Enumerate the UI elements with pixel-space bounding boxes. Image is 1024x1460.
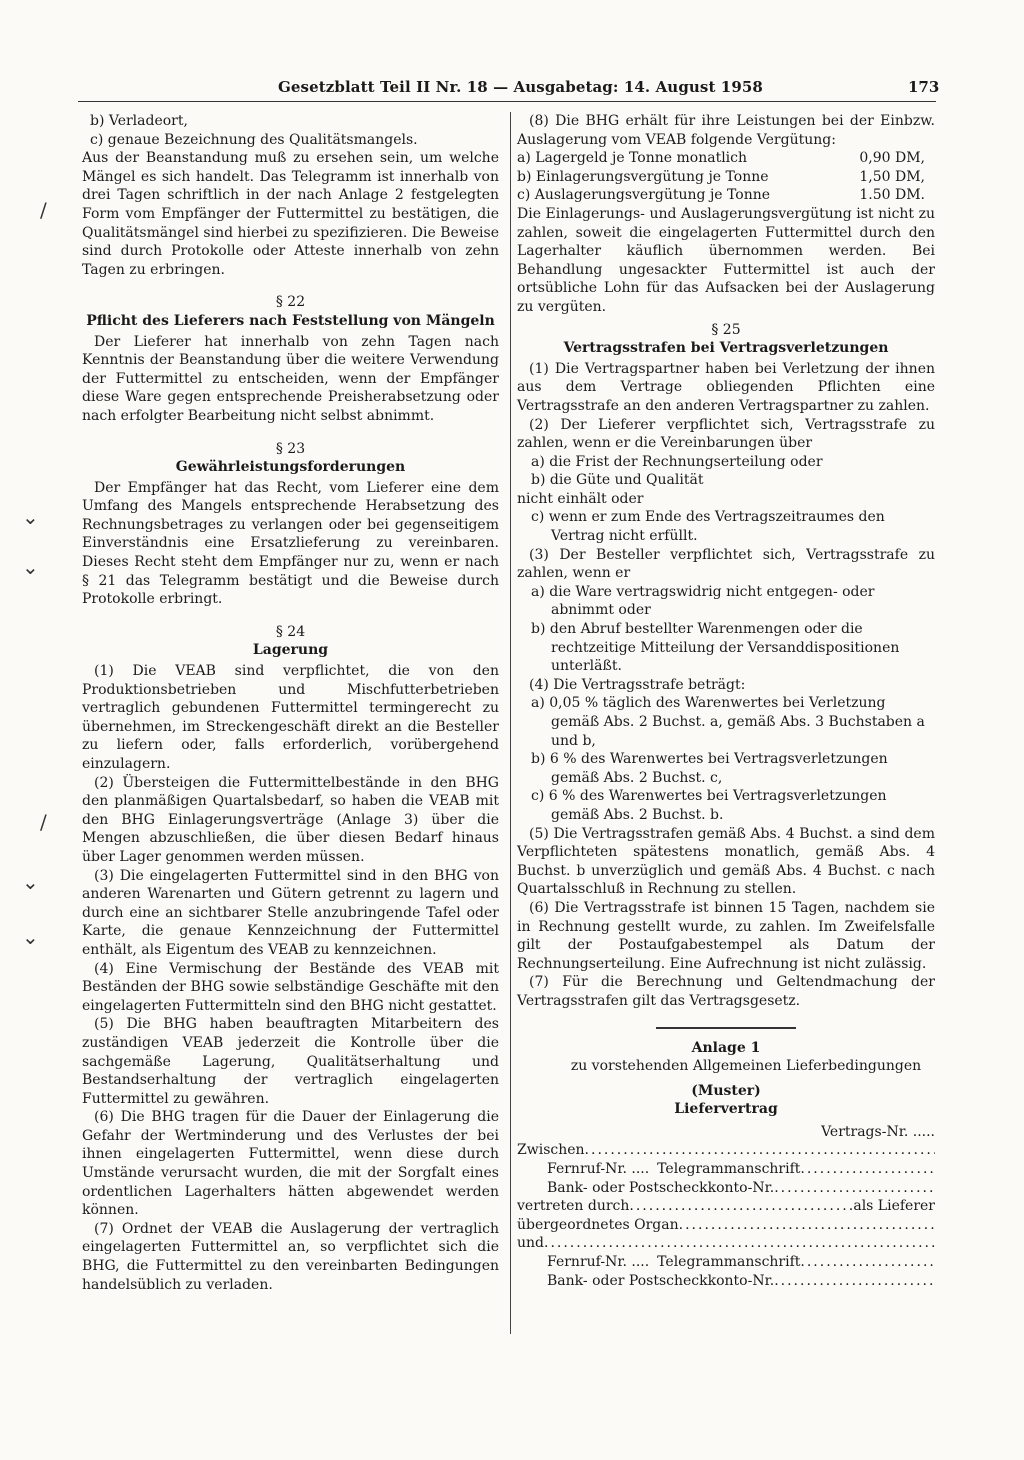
form-line [517, 1234, 935, 1253]
paragraph: (8) Die BHG erhält für ihre Leistungen bei der Einbzw. Auslagerung vom VEAB folgende Vergütung: [517, 113, 935, 148]
section-title: Pflicht des Lieferers nach Feststellung von Mängeln [86, 312, 495, 329]
contract-number: Vertrags-Nr. ..... [821, 1123, 935, 1140]
paragraph: (4) Die Vertragsstrafe beträgt: [529, 676, 746, 693]
form-label: Bank- oder Postscheckkonto-Nr. [547, 1272, 775, 1289]
fee-amount: 1,50 DM, [859, 168, 925, 185]
paragraph: (7) Ordnet der VEAB die Auslagerung der vertraglich eingelagerten Futtermittel an, so verpflichtet sich die BHG, die Futtermittel zu den vereinbarten Bedingungen handelsüblich zu verladen. [82, 1220, 499, 1293]
muster-label: (Muster) [691, 1082, 761, 1099]
form-line [517, 1253, 935, 1272]
section-title: Gewährleistungsforderungen [175, 459, 406, 476]
paragraph: (2) Übersteigen die Futtermittelbestände in den BHG den planmäßigen Quartalsbedarf, so haben die VEAB mit den BHG Einlagerungsverträge (Anlage 3) über die Mengen abzuschließen, die über diesen Bedarf hinaus über Lager genommen werden müssen. [82, 774, 499, 865]
fee-amount: 0,90 DM, [859, 150, 925, 167]
paragraph: (6) Die BHG tragen für die Dauer der Einlagerung die Gefahr der Wertminderung und des Verlustes der bei ihnen eingelagerten Futtermittel, wenn diese durch Umstände verursacht wurden, die mit der Sorgfalt eines ordentlichen Lagerhalters hätten abgewendet werden können. [82, 1109, 499, 1219]
form-line [517, 1160, 935, 1179]
section-number: § 22 [275, 294, 306, 311]
paragraph: (3) Der Besteller verpflichtet sich, Vertragsstrafe zu zahlen, wenn er [517, 546, 935, 582]
section-title: Vertragsstrafen bei Vertragsverletzungen [563, 340, 889, 357]
anlage-title: Anlage 1 [691, 1039, 761, 1056]
form-label: und [517, 1235, 544, 1252]
list-item: a) 0,05 % täglich des Warenwertes bei Verletzung gemäß Abs. 2 Buchst. a, gemäß Abs. 3 Buchstaben a und b, [531, 695, 925, 749]
form-line [517, 1141, 935, 1160]
dotted-leader [800, 1160, 935, 1179]
margin-mark: ⌄ [22, 555, 39, 579]
fee-label: b) Einlagerungsvergütung je Tonne [517, 168, 769, 185]
paragraph: (1) Die VEAB sind verpflichtet, die von den Produktionsbetrieben und Mischfutterbetrieben vertraglich gebundenen Futtermittel termingerecht zu übernehmen, im Streckengeschäft direkt an die Besteller zu liefern oder, falls erforderlich, vorübergehend einzulagern. [82, 663, 499, 772]
paragraph: (1) Die Vertragspartner haben bei Verletzung der ihnen aus dem Vertrage obliegenden Pflichten eine Vertragsstrafe an den anderen Vertragspartner zu zahlen. [517, 360, 935, 414]
margin-mark: / [40, 810, 47, 834]
form-label: als Lieferer [853, 1198, 935, 1215]
paragraph: (5) Die BHG haben beauftragten Mitarbeitern des zuständigen VEAB jederzeit die Kontrolle über die sachgemäße Lagerung, Qualitätserhaltung und Bestandserhaltung der vertraglich eingelagerten Futtermittel zu gewähren. [82, 1016, 499, 1107]
list-item: a) die Frist der Rechnungserteilung oder [531, 453, 823, 470]
form-label: Zwischen [517, 1142, 585, 1159]
column-divider [510, 112, 511, 1334]
dotted-leader [629, 1197, 853, 1216]
list-item-b: b) Verladeort, [90, 113, 188, 129]
fee-label: c) Auslagerungsvergütung je Tonne [517, 187, 771, 204]
paragraph: (6) Die Vertragsstrafe ist binnen 15 Tagen, nachdem sie in Rechnung gestellt wurde, zu zahlen. Im Zweifelsfalle gilt der Postaufgabestempel als Datum der Rechnungserteilung. Eine Aufrechnung ist nicht zulässig. [517, 899, 935, 972]
list-item-c: c) genaue Bezeichnung des Qualitätsmangels. [90, 131, 418, 148]
margin-mark: ⌄ [22, 505, 39, 529]
dotted-leader [774, 1179, 935, 1198]
paragraph: (2) Der Lieferer verpflichtet sich, Vertragsstrafe zu zahlen, wenn er die Vereinbarungen über [517, 416, 935, 452]
page-header [0, 78, 1024, 102]
paragraph: Der Empfänger hat das Recht, vom Lieferer eine dem Umfang des Mangels entsprechende Herabsetzung des Rechnungsbetrages zu verlangen oder bei gegenseitigem Einverständnis eine Ersatzlieferung zu vereinbaren. Dieses Recht steht dem Empfänger nur zu, wenn er nach § 21 das Telegramm bestätigt und die Beweise durch Protokolle erbringt. [82, 479, 499, 608]
paragraph: nicht einhält oder [517, 490, 644, 507]
section-number: § 23 [275, 440, 306, 457]
anlage-rule [656, 1027, 796, 1029]
right-column [517, 112, 935, 1290]
dotted-leader [774, 1272, 935, 1291]
form-label: Fernruf-Nr. .... [547, 1254, 650, 1271]
dotted-leader [800, 1253, 935, 1272]
paragraph: (5) Die Vertragsstrafen gemäß Abs. 4 Buchst. a sind dem Verpflichteten spätestens monatlich, gemäß Abs. 4 Buchst. b unverzüglich und gemäß Abs. 4 Buchst. c nach Quartalsschluß in Rechnung zu stellen. [517, 825, 935, 898]
header-rule [78, 101, 936, 102]
list-item: c) 6 % des Warenwertes bei Vertragsverletzungen gemäß Abs. 2 Buchst. b. [531, 788, 887, 823]
paragraph: Der Lieferer hat innerhalb von zehn Tagen nach Kenntnis der Beanstandung über die weitere Verwendung der Futtermittel zu entscheiden, wenn der Empfänger diese Ware gegen entsprechende Preisherabsetzung oder nach erfolgter Bearbeitung nicht selbst abnimmt. [82, 333, 499, 424]
fee-amount: 1.50 DM. [859, 187, 925, 204]
left-column [82, 112, 499, 1294]
form-title: Liefervertrag [674, 1101, 778, 1118]
section-title: Lagerung [252, 642, 329, 659]
list-item: a) die Ware vertragswidrig nicht entgegen- oder abnimmt oder [531, 583, 875, 619]
dotted-leader [585, 1141, 935, 1160]
section-number: § 24 [275, 623, 306, 640]
fee-row [517, 168, 935, 187]
paragraph: Die Einlagerungs- und Auslagerungsvergütung ist nicht zu zahlen, soweit die eingelagerten Futtermittel durch den Lagerhalter käuflich übernommen werden. Bei Behandlung ungesackter Futtermittel ist auch der ortsübliche Lohn für das Aufsacken bei der Auslagerung zu vergüten. [517, 205, 935, 315]
list-item: c) wenn er zum Ende des Vertragszeitraumes den Vertrag nicht erfüllt. [531, 509, 885, 545]
form-label: Telegrammanschrift [657, 1254, 801, 1271]
fee-row [517, 186, 935, 205]
page-number: 173 [908, 78, 940, 96]
margin-mark: ⌄ [22, 870, 39, 894]
fee-label: a) Lagergeld je Tonne monatlich [517, 150, 748, 167]
fee-row [517, 149, 935, 168]
form-line [517, 1272, 935, 1291]
form-line [517, 1179, 935, 1198]
form-label: Fernruf-Nr. .... [547, 1161, 650, 1178]
list-item: b) den Abruf bestellter Warenmengen oder die rechtzeitige Mitteilung der Versanddispositionen unterläßt. [531, 621, 900, 675]
margin-mark: / [40, 198, 47, 222]
dotted-leader [544, 1234, 935, 1253]
paragraph: (4) Eine Vermischung der Bestände des VEAB mit Beständen der BHG sowie selbständige Geschäfte mit den eingelagerten Futtermitteln sind den BHG nicht gestattet. [82, 960, 499, 1014]
form-label: Bank- oder Postscheckkonto-Nr. [547, 1179, 775, 1196]
form-line [517, 1216, 935, 1235]
margin-mark: ⌄ [22, 925, 39, 949]
section-number: § 25 [711, 321, 741, 338]
paragraph: (3) Die eingelagerten Futtermittel sind in den BHG von anderen Warenarten und Gütern getrennt zu lagern und durch eine an sichtbarer Stelle anzubringende Tafel oder Karte, die genaue Kennzeichnung der Futtermittel enthält, als Eigentum des VEAB zu kennzeichnen. [82, 867, 499, 958]
form-label: übergeordnetes Organ [517, 1216, 679, 1233]
form-label: vertreten durch [517, 1198, 630, 1215]
list-item: b) 6 % des Warenwertes bei Vertragsverletzungen gemäß Abs. 2 Buchst. c, [531, 751, 888, 786]
running-header: Gesetzblatt Teil II Nr. 18 — Ausgabetag: 14. August 1958 [278, 78, 763, 96]
list-item: b) die Güte und Qualität [531, 472, 704, 489]
dotted-leader [679, 1216, 935, 1235]
form-label: Telegrammanschrift [657, 1161, 801, 1178]
paragraph: (7) Für die Berechnung und Geltendmachung der Vertragsstrafen gilt das Vertragsgesetz. [517, 974, 935, 1009]
anlage-subtitle: zu vorstehenden Allgemeinen Lieferbedingungen [570, 1058, 922, 1075]
form-line [517, 1197, 935, 1216]
paragraph: Aus der Beanstandung muß zu ersehen sein, um welche Mängel es sich handelt. Das Telegramm ist innerhalb von drei Tagen schriftlich in der nach Anlage 2 festgelegten Form vom Empfänger der Futtermittel zu bestätigen, die Qualitätsmängel sind hierbei zu spezifizieren. Die Beweise sind durch Protokolle oder Atteste innerhalb von zehn Tagen zu erbringen. [82, 150, 499, 278]
